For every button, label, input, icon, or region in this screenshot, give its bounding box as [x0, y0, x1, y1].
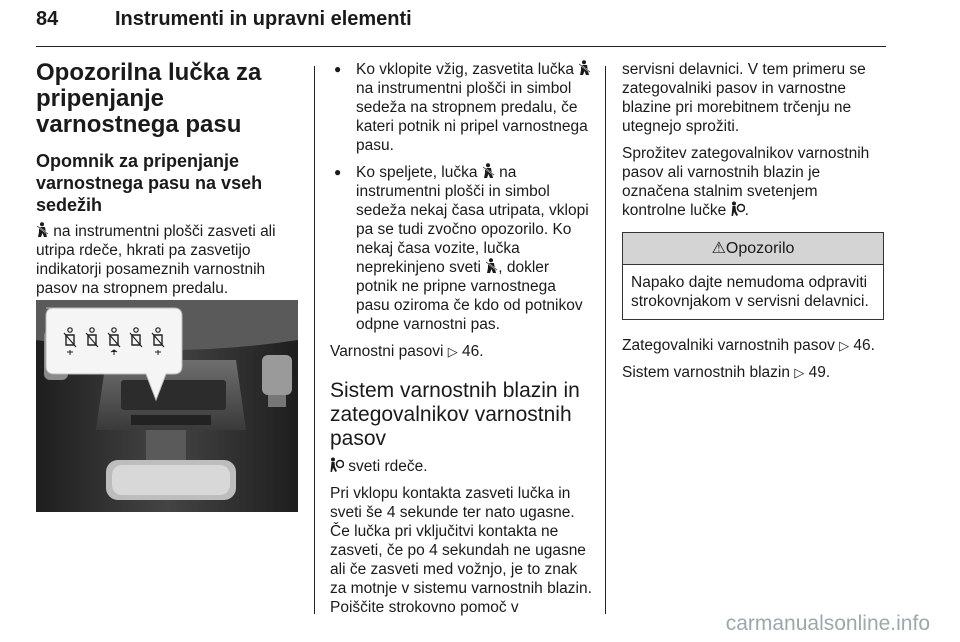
airbag-icon — [731, 201, 745, 217]
list-item: ● Ko vklopite vžig, zasvetita lučka na instrumentni plošči in simbol sedeža na stropnem predalu, če kateri potnik ni pripel varnostnega pasu. — [330, 60, 592, 155]
page-header-title: Instrumenti in upravni elementi — [115, 8, 412, 30]
column-1 — [36, 60, 298, 306]
header-rule — [36, 46, 886, 47]
warning-header: ⚠Opozorilo — [623, 233, 883, 265]
cross-reference[interactable]: Zategovalniki varnostnih pasov ▷ 46. — [622, 337, 875, 354]
page-reference-icon: ▷ — [794, 365, 805, 380]
overhead-console-photo — [36, 300, 298, 512]
seatbelt-icon — [578, 60, 591, 76]
section-subheading: Opomnik za pripenjanje varnostnega pasu na vseh sedežih — [36, 151, 263, 215]
column-2 — [330, 60, 592, 625]
warning-body: Napako dajte nemudoma odpraviti strokovnjakom v servisni delavnici. — [631, 274, 869, 310]
seatbelt-icon — [36, 222, 49, 238]
column-divider — [605, 66, 606, 614]
bullet-list — [330, 60, 592, 334]
section-heading: Opozorilna lučka za pripenjanje varnostnega pasu — [36, 59, 262, 138]
warning-box — [622, 232, 884, 320]
page-reference-icon: ▷ — [839, 338, 850, 353]
watermark: carmanualsonline.info — [725, 612, 930, 635]
page-number: 84 — [36, 8, 59, 30]
paragraph: Pri vklopu kontakta zasveti lučka in sveti še 4 sekunde ter nato ugasne. Če lučka pri vključitvi kontakta ne zasveti, če po 4 sekundah ne ugasne ali če zasveti med vožnjo, je to znak za motnje v sistemu varnostnih blazin. Poiščite strokovno pomoč v — [330, 485, 592, 616]
page-reference-icon: ▷ — [447, 344, 458, 359]
warning-icon: ⚠ — [711, 240, 726, 257]
column-divider — [314, 66, 315, 614]
airbag-icon — [330, 457, 344, 473]
paragraph: servisni delavnici. V tem primeru se zategovalniki pasov in varnostne blazine pri morebitnem trčenju ne utegnejo sprožiti. — [622, 61, 866, 135]
paragraph: sveti rdeče. — [330, 457, 592, 476]
seatbelt-icon — [482, 163, 495, 179]
paragraph: na instrumentni plošči zasveti ali utripa rdeče, hkrati pa zasvetijo indikatorji posameznih varnostnih pasov na stropnem predalu. — [36, 223, 276, 297]
cross-reference[interactable]: Varnostni pasovi ▷ 46. — [330, 343, 484, 360]
section-heading: Sistem varnostnih blazin in zategovalnikov varnostnih pasov — [330, 379, 580, 450]
cross-reference[interactable]: Sistem varnostnih blazin ▷ 49. — [622, 364, 831, 381]
seatbelt-icon — [485, 258, 498, 274]
list-item: ● Ko speljete, lučka na instrumentni plošči in simbol sedeža nekaj časa utripata, vklopi pa se tudi zvočno opozorilo. Ko nekaj časa vozite, lučka neprekinjeno sveti , dokler potnik ne pripne varnostnega pasu oziroma če kdo od potnikov odpne varnostni pas. — [330, 163, 592, 334]
column-3 — [622, 60, 884, 390]
paragraph: Sprožitev zategovalnikov varnostnih pasov ali varnostnih blazin je označena stalnim svetenjem kontrolne lučke . — [622, 145, 870, 219]
